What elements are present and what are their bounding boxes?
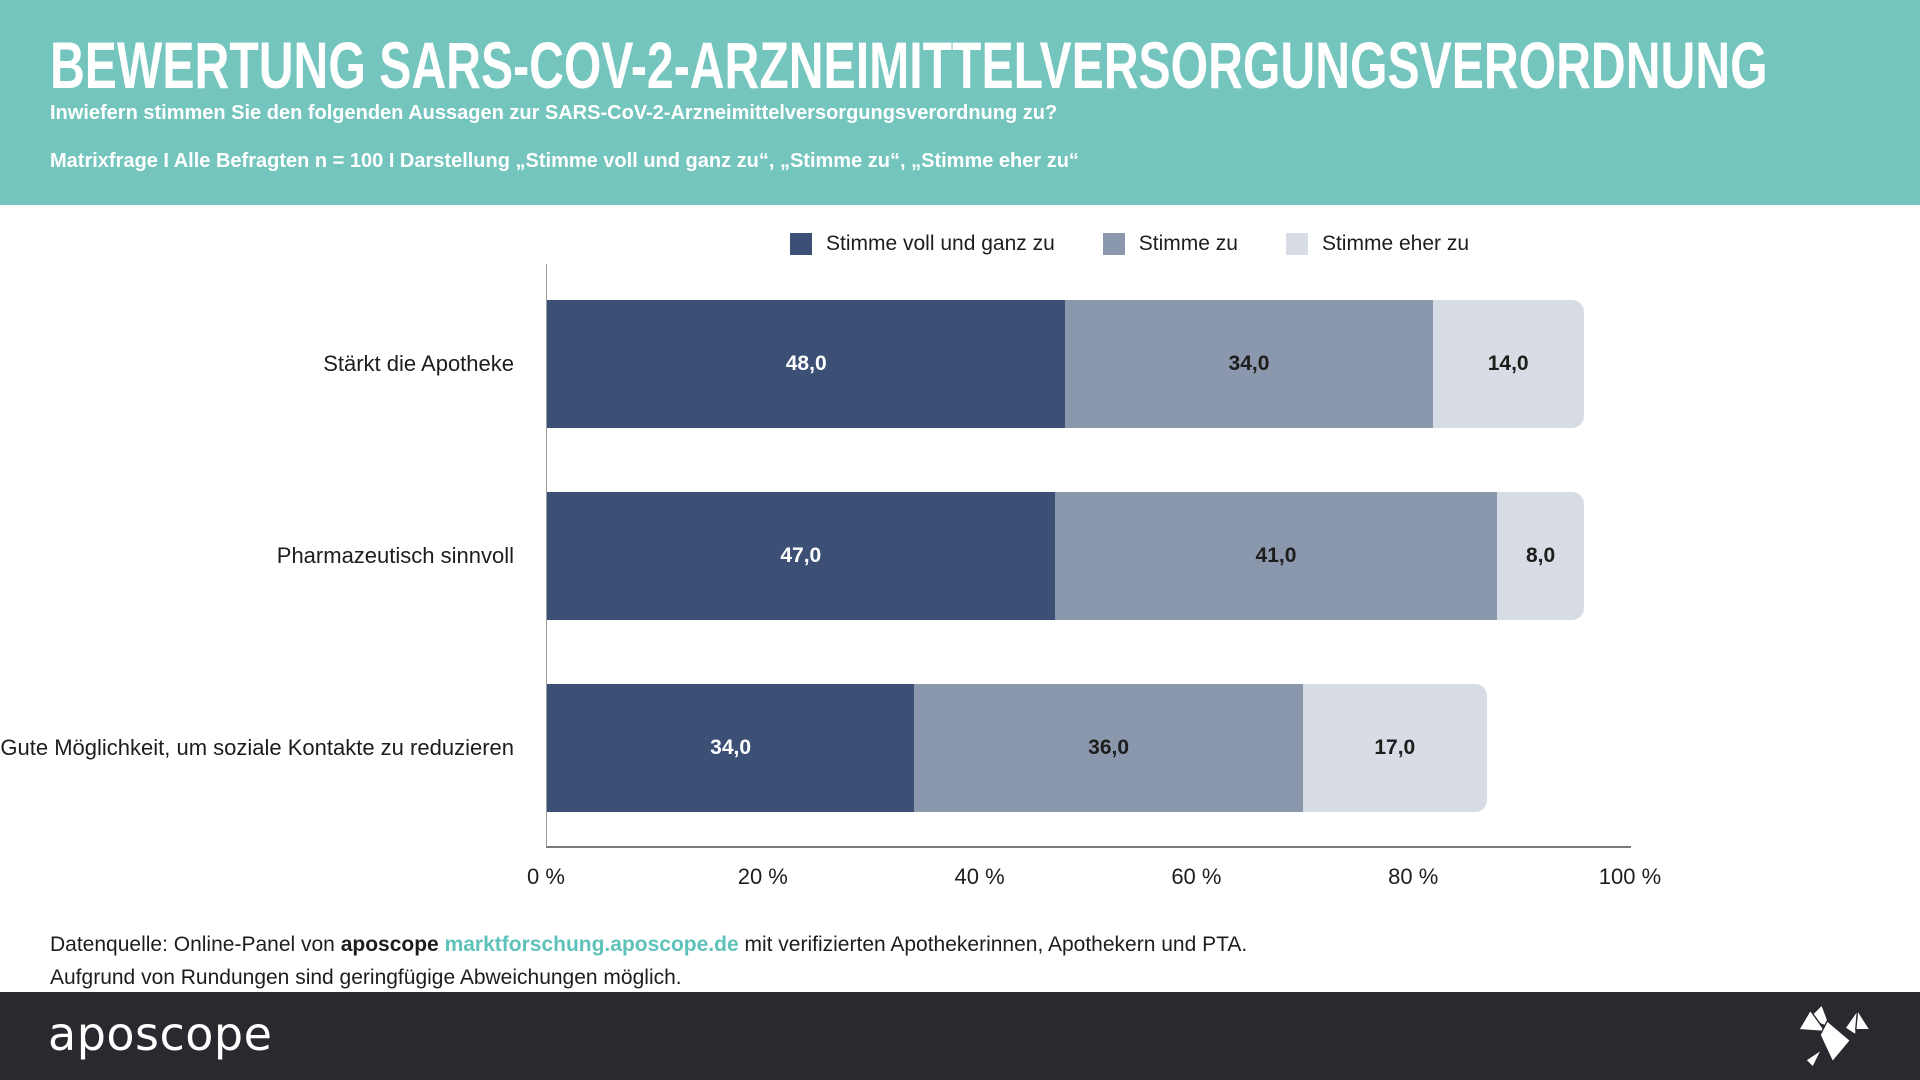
legend-swatch bbox=[790, 233, 812, 255]
question-subtitle: Inwiefern stimmen Sie den folgenden Aussagen zur SARS-CoV-2-Arzneimittelversorgungsverordnung zu? bbox=[50, 102, 1058, 124]
bar-segment: 34,0 bbox=[547, 684, 914, 812]
x-tick-label: 40 % bbox=[954, 864, 1005, 889]
source-brand: aposcope bbox=[340, 933, 439, 956]
category-labels bbox=[0, 264, 514, 846]
legend-label: Stimme eher zu bbox=[1321, 232, 1470, 255]
rounding-note: Aufgrund von Rundungen sind geringfügige Abweichungen möglich. bbox=[50, 966, 682, 989]
legend-swatch bbox=[1103, 233, 1125, 255]
legend-label: Stimme zu bbox=[1138, 232, 1238, 255]
x-tick-label: 60 % bbox=[1171, 864, 1222, 889]
source-link[interactable]: marktforschung.aposcope.de bbox=[444, 933, 739, 956]
source-line bbox=[50, 928, 1247, 961]
bar-row bbox=[547, 300, 1627, 428]
origami-bird-icon bbox=[1786, 1003, 1872, 1069]
header bbox=[0, 0, 1920, 205]
x-axis bbox=[527, 864, 1662, 896]
bar-segment: 47,0 bbox=[547, 492, 1055, 620]
bar-segment: 48,0 bbox=[547, 300, 1065, 428]
brand-bar bbox=[0, 992, 1920, 1080]
bar-segment: 34,0 bbox=[1065, 300, 1432, 428]
legend-item bbox=[1103, 232, 1238, 256]
x-tick-label: 0 % bbox=[527, 864, 565, 889]
bar-segment: 17,0 bbox=[1303, 684, 1487, 812]
chart-legend bbox=[790, 232, 1469, 256]
x-tick-label: 20 % bbox=[737, 864, 788, 889]
source-prefix: Datenquelle: Online-Panel von bbox=[50, 933, 341, 956]
plot-area bbox=[546, 264, 1631, 848]
category-label: Pharmazeutisch sinnvoll bbox=[276, 543, 514, 568]
bar-row bbox=[547, 684, 1627, 812]
source-suffix: mit verifizierten Apothekerinnen, Apothekern und PTA. bbox=[738, 933, 1248, 956]
bar-row bbox=[547, 492, 1627, 620]
legend-label: Stimme voll und ganz zu bbox=[826, 232, 1055, 255]
source-note bbox=[50, 928, 1247, 994]
category-label: Gute Möglichkeit, um soziale Kontakte zu reduzieren bbox=[0, 735, 514, 760]
x-tick-label: 80 % bbox=[1388, 864, 1439, 889]
aposcope-logo: aposcope bbox=[48, 1006, 273, 1061]
bar-segment: 36,0 bbox=[914, 684, 1303, 812]
legend-swatch bbox=[1286, 233, 1308, 255]
survey-meta: Matrixfrage I Alle Befragten n = 100 I Darstellung „Stimme voll und ganz zu“, „Stimme zu“, „Stimme eher zu“ bbox=[50, 150, 1079, 172]
x-tick-label: 100 % bbox=[1598, 864, 1662, 889]
bar-rows bbox=[547, 300, 1627, 812]
category-label: Stärkt die Apotheke bbox=[323, 351, 514, 376]
bar-segment: 41,0 bbox=[1055, 492, 1498, 620]
bar-segment: 14,0 bbox=[1433, 300, 1584, 428]
legend-item bbox=[1286, 232, 1469, 256]
bar-segment: 8,0 bbox=[1497, 492, 1583, 620]
page-title: BEWERTUNG SARS-COV-2-ARZNEIMITTELVERSORGUNGSVERORDNUNG bbox=[50, 28, 1768, 102]
legend-item bbox=[790, 232, 1055, 256]
